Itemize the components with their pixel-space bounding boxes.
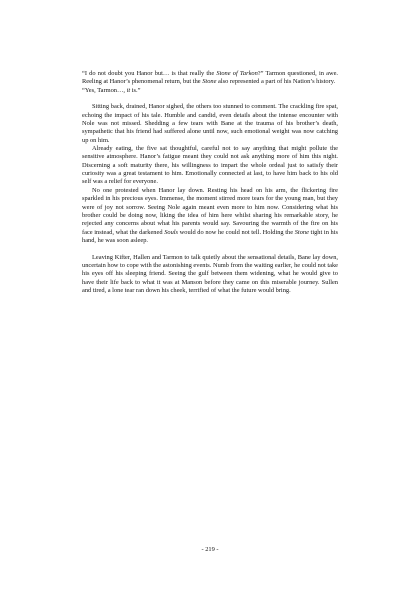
italic-text: Souls — [164, 228, 179, 236]
text-run: would do now he could not tell. Holding the — [178, 228, 295, 236]
text-run: “Yes, Tarmon…, — [82, 86, 127, 94]
text-run: tight in his hand, he was soon asleep. — [82, 228, 338, 244]
italic-text: Stone — [202, 78, 217, 86]
paragraph-4 — [82, 145, 338, 187]
paragraph-3 — [82, 103, 338, 145]
paragraph-1 — [82, 70, 338, 87]
text-run: ?” Tarmon questioned, in awe. Reeling at Hanor’s phenomenal return, but the — [82, 70, 339, 86]
text-run: is.” — [130, 86, 141, 94]
text-run: also represented a part of his Nation’s history. — [216, 78, 336, 86]
paragraph-5 — [82, 187, 338, 245]
text-run: Leaving Kifter, Hallen and Tarmon to talk quietly about the sensational details, Bane lay down, uncertain how to cope with the astonishing events. Numb from the waiting earlier, he could not take his eyes off his sleeping friend. Seeing the gulf between them widening, what he would give to have their life back to what it was at Manson before they came on this miserable journey. Sullen and tired, a lone tear ran down his cheek, terrified of what the future would bring. — [82, 253, 338, 294]
text-run: Already eating, the five sat thoughtful, careful not to say anything that might pollute the sensitive atmosphere. Hanor’s fatigue meant they could not ask anything more of him this night. Discerning a soft maturity there, his willingness to impart the whole ordeal just to satisfy their curiosity was a great testament to him. Emotionally connected at last, to have him back to his old self was a relief for everyone. — [82, 145, 338, 186]
paragraph-2 — [82, 87, 338, 95]
italic-text: Stone — [294, 228, 309, 236]
italic-text: Stone of Tarkon — [216, 70, 258, 77]
body-text — [82, 70, 338, 295]
paragraph-6 — [82, 254, 338, 296]
italic-text: it — [126, 86, 131, 94]
text-run: No one protested when Hanor lay down. Resting his head on his arm, the flickering fire sparkled in his precious eyes. Immense, the moment stirred more tears for the young man, but they were of joy not sorrow. Seeing Nole again meant even more to him now. Considering what his brother could be doing now, liking the idea of him here whilst sharing his remarkable story, he rejected any concerns about what his parents would say. Savouring the warmth of the fire on his face instead, what the darkened — [82, 186, 338, 236]
text-run: Sitting back, drained, Hanor sighed, the others too stunned to comment. The crackling fire spat, echoing the impact of his tale. Humble and candid, even details about the intense encounter with Nole was not missed. Shedding a few tears with Bane at the trauma of his brother’s death, sympathetic that his friend had suffered alone until now, such emotional weight was now catching up on him. — [82, 103, 338, 144]
text-run: “I do not doubt you Hanor but… is that really the — [82, 70, 217, 77]
page-number: - 219 - — [201, 546, 219, 553]
